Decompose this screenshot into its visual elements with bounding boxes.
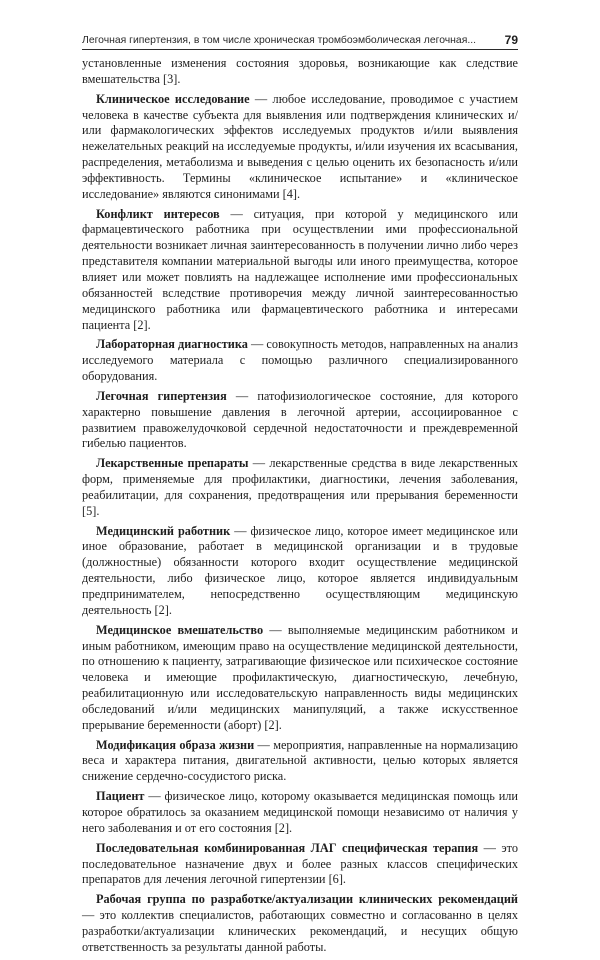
definition-clinical-study — [82, 92, 518, 203]
definition-text: — это коллектив специалистов, работающих совместно и согласованно в целях разработки/актуализации клинических рекомендаций, и несущих общую ответственность за результаты данной работы. — [82, 908, 518, 954]
running-header — [82, 27, 518, 50]
definition-term: Рабочая группа по разработке/актуализации клинических рекомендаций — [96, 892, 518, 907]
definition-text: — ситуация, при которой у медицинского или фармацевтического работника при осуществлении ими профессиональной деятельности возникает личная заинтересованность в получении лично либо через представителя компании материальной выгоды или иного преимущества, которое влияет или может повлиять на надлежащее исполнение ими профессиональных обязанностей вследствие противоречия между личной заинтересованностью медицинского работника или фармацевтического работника и интересами пациента [2]. — [82, 206, 518, 332]
definition-term: Медицинское вмешательство — [96, 622, 264, 637]
definition-text: — это последовательное назначение двух и более разных классов специфических препаратов для лечения легочной гипертензии [6]. — [82, 840, 518, 887]
definition-term: Модификация образа жизни — [96, 737, 255, 752]
definition-medical-worker — [82, 524, 518, 619]
definition-conflict-of-interest — [82, 207, 518, 334]
definition-lifestyle-modification — [82, 738, 518, 786]
intro-fragment: установленные изменения состояния здоровья, возникающие как следствие вмешательства [3]. — [82, 56, 518, 86]
running-title: Легочная гипертензия, в том числе хроническая тромбоэмболическая легочная... — [82, 35, 476, 46]
definition-text: — любое исследование, проводимое с участием человека в качестве субъекта для выявления или подтверждения клинических и/или фармакологических эффектов исследуемых продуктов и/или выявления нежелательных реакций на исследуемые продукты, и/или изучения их всасывания, распределения, метаболизма и выведения с целью оценить их безопасность и/или эффективность. Термины «клиническое испытание» и «клиническое исследование» являются синонимами [4]. — [82, 91, 518, 201]
definition-medicinal-products — [82, 456, 518, 519]
definition-patient — [82, 789, 518, 837]
definition-text: — физическое лицо, которое имеет медицинское или иное образование, работает в медицинской организации и в трудовые (должностные) обязанности которого входит осуществление медицинской деятельности, либо физическое лицо, которое является индивидуальным предпринимателем, непосредственно осуществляющим медицинскую деятельность [2]. — [82, 523, 518, 617]
definition-sequential-combination-therapy — [82, 841, 518, 889]
page-number: 79 — [504, 33, 518, 47]
definition-text: — совокупность методов, направленных на анализ исследуемого материала с помощью различного специализированного оборудования. — [82, 337, 518, 384]
definition-term: Клиническое исследование — [96, 91, 250, 106]
definition-working-group — [82, 892, 518, 955]
definition-text: — мероприятия, направленные на нормализацию веса и характера питания, двигательной активности, целью которых является снижение сердечно-сосудистого риска. — [82, 737, 518, 784]
definition-medical-intervention — [82, 623, 518, 734]
definition-term: Пациент — [96, 789, 145, 804]
definition-term: Последовательная комбинированная ЛАГ специфическая терапия — [96, 840, 479, 855]
definition-text: — лекарственные средства в виде лекарственных форм, применяемые для профилактики, диагностики, лечения заболевания, реабилитации, для сохранения, предотвращения или прерывания беременности [5]. — [82, 456, 518, 518]
definition-term: Медицинский работник — [96, 523, 231, 538]
definition-laboratory-diagnostics — [82, 337, 518, 385]
definition-term: Лабораторная диагностика — [96, 337, 248, 352]
definition-text: — физическое лицо, которому оказывается медицинская помощь или которое обратилось за оказанием медицинской помощи независимо от наличия у него заболевания и от его состояния [2]. — [82, 789, 518, 835]
definition-term: Легочная гипертензия — [96, 388, 227, 403]
definition-pulmonary-hypertension — [82, 389, 518, 452]
definitions-text — [82, 56, 518, 960]
definition-term: Конфликт интересов — [96, 206, 220, 221]
definition-text: — выполняемые медицинским работником и иным работником, имеющим право на осуществление медицинской деятельности, по отношению к пациенту, затрагивающие физическое или психическое состояние человека и имеющие профилактическую, диагностическую, лечебную, реабилитационную или исследовательскую направленность виды медицинских обследований и/или медицинских манипуляций, а также искусственное прерывание беременности (аборт) [2]. — [82, 622, 518, 732]
definition-term: Лекарственные препараты — [96, 456, 249, 471]
definition-text: — патофизиологическое состояние, для которого характерно повышение давления в легочной артерии, ассоциированное с развитием правожелудочковой сердечной недостаточности и преждевременной гибелью пациентов. — [82, 388, 518, 451]
